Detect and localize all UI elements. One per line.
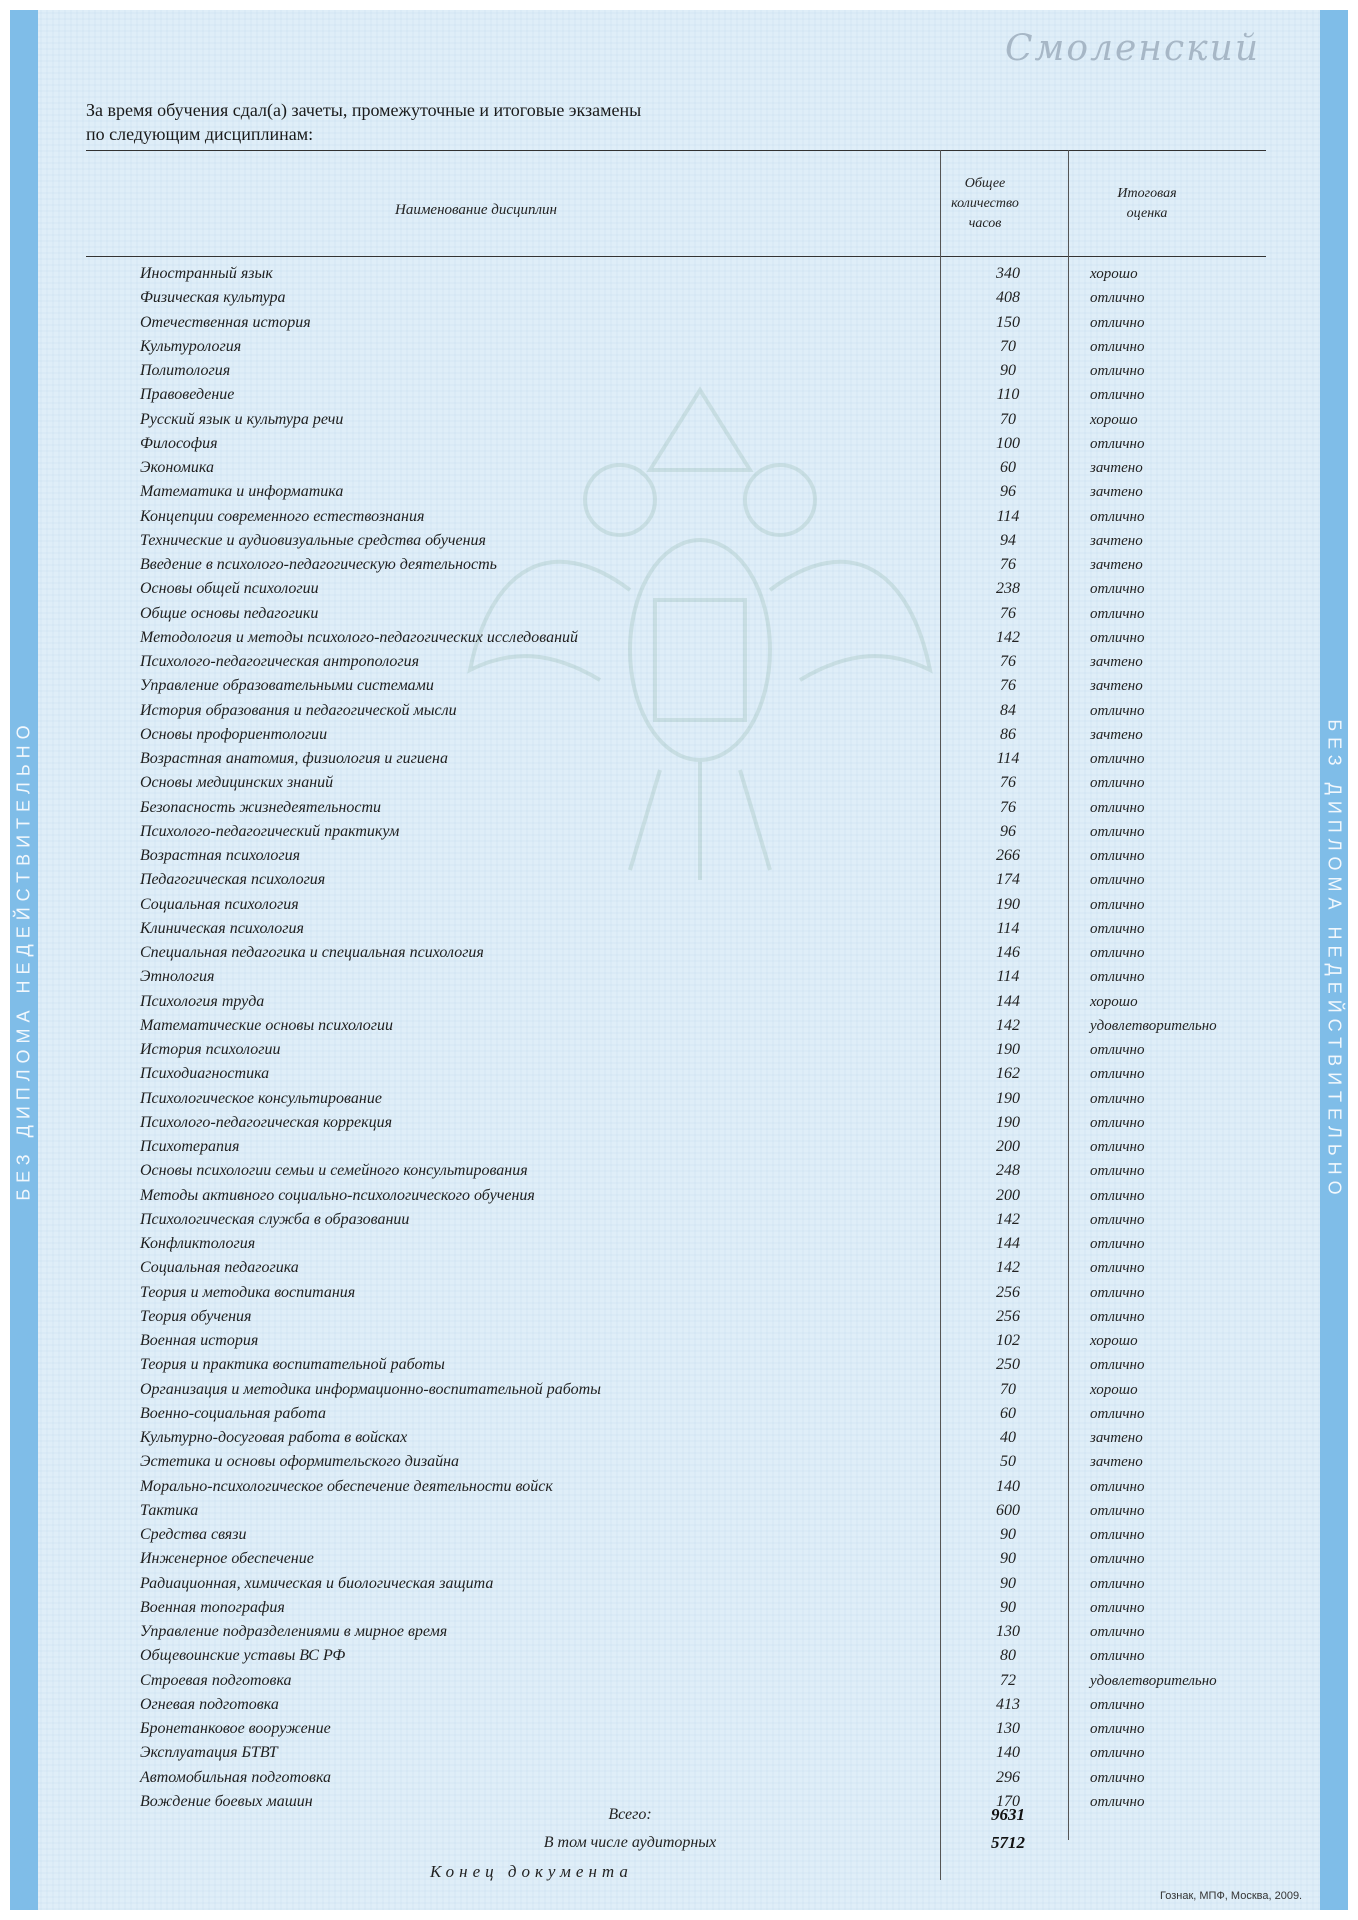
discipline-grade: отлично [1090, 1357, 1145, 1374]
auditory-label: В том числе аудиторных [543, 1834, 717, 1851]
discipline-hours: 413 [996, 1695, 1020, 1713]
discipline-name: Управление подразделениями в мирное время [140, 1623, 448, 1640]
table-row [10, 262, 1348, 286]
discipline-name: Возрастная анатомия, физиология и гигиена [140, 750, 448, 767]
discipline-hours: 200 [996, 1138, 1020, 1155]
discipline-name: Психолого-педагогическая коррекция [140, 1113, 393, 1131]
discipline-name: Бронетанковое вооружение [140, 1720, 331, 1737]
table-row [10, 1620, 1348, 1644]
discipline-name: Психолого-педагогический практикум [140, 822, 400, 840]
discipline-name: Психотерапия [140, 1138, 240, 1155]
discipline-hours: 96 [1000, 483, 1016, 501]
table-row [10, 1402, 1348, 1426]
discipline-grade: зачтено [1090, 557, 1143, 573]
discipline-grade: отлично [1090, 1066, 1145, 1083]
table-row [10, 1014, 1348, 1038]
discipline-grade: отлично [1090, 1793, 1145, 1810]
discipline-hours: 142 [996, 1259, 1020, 1277]
discipline-name: Философия [140, 434, 218, 452]
discipline-hours: 70 [1000, 1380, 1016, 1398]
discipline-grade: отлично [1090, 702, 1145, 719]
table-top-rule [86, 150, 1266, 151]
table-row [10, 893, 1348, 917]
discipline-hours: 96 [1000, 822, 1016, 840]
discipline-hours: 50 [1000, 1453, 1016, 1471]
discipline-hours: 60 [1000, 1404, 1016, 1422]
discipline-hours: 142 [996, 1210, 1020, 1228]
discipline-grade: зачтено [1090, 484, 1143, 501]
discipline-name: Строевая подготовка [140, 1671, 292, 1689]
discipline-hours: 72 [1000, 1671, 1016, 1689]
discipline-grade: отлично [1090, 1648, 1145, 1665]
discipline-name: Управление образовательными системами [140, 677, 434, 695]
column-header-grade [1072, 184, 1222, 224]
discipline-hours: 256 [996, 1307, 1020, 1325]
table-row [10, 311, 1348, 335]
table-row [10, 1062, 1348, 1086]
discipline-name: Педагогическая психология [140, 871, 326, 889]
discipline-name: Конфликтология [140, 1235, 256, 1252]
table-row [10, 286, 1348, 310]
table-row [10, 359, 1348, 383]
discipline-grade: зачтено [1090, 1430, 1143, 1446]
discipline-grade: отлично [1090, 920, 1145, 937]
discipline-name: Эксплуатация БТВТ [140, 1744, 278, 1762]
discipline-hours: 90 [1000, 1574, 1016, 1592]
table-header-rule [86, 256, 1266, 257]
table-row [10, 771, 1348, 795]
discipline-name: Радиационная, химическая и биологическая защита [140, 1574, 494, 1592]
discipline-hours: 76 [1000, 798, 1016, 816]
table-row [10, 1741, 1348, 1765]
table-row [10, 1087, 1348, 1111]
discipline-name: Инженерное обеспечение [140, 1550, 314, 1568]
table-row [10, 1644, 1348, 1668]
discipline-name: Правоведение [140, 386, 235, 404]
discipline-hours: 200 [996, 1186, 1020, 1204]
discipline-hours: 170 [996, 1792, 1020, 1810]
discipline-grade: зачтено [1090, 532, 1143, 549]
table-row [10, 650, 1348, 674]
table-row [10, 1693, 1348, 1717]
discipline-grade: отлично [1090, 581, 1145, 598]
discipline-name: Клиническая психология [140, 919, 304, 937]
discipline-name: Этнология [140, 968, 215, 986]
discipline-hours: 90 [1000, 1550, 1016, 1568]
discipline-name: Физическая культура [140, 289, 286, 307]
discipline-hours: 256 [996, 1283, 1020, 1301]
discipline-name: Безопасность жизнедеятельности [140, 798, 382, 816]
discipline-hours: 80 [1000, 1647, 1016, 1665]
table-row [10, 1450, 1348, 1474]
discipline-name: Морально-психологическое обеспечение деятельности войск [140, 1477, 553, 1495]
table-row [10, 917, 1348, 941]
hours-header-line-1: Общее [964, 176, 1006, 191]
discipline-hours: 190 [996, 1089, 1020, 1107]
discipline-name: Огневая подготовка [140, 1695, 279, 1713]
table-row [10, 747, 1348, 771]
discipline-hours: 146 [996, 944, 1020, 961]
discipline-grade: отлично [1090, 775, 1145, 792]
table-row [10, 432, 1348, 456]
discipline-hours: 90 [1000, 1598, 1016, 1616]
table-row [10, 990, 1348, 1014]
discipline-hours: 142 [996, 1016, 1020, 1034]
discipline-grade: отлично [1090, 363, 1145, 379]
discipline-name: Политология [140, 362, 231, 379]
discipline-name: Социальная психология [140, 895, 299, 913]
discipline-grade: отлично [1090, 848, 1145, 864]
page-heading [86, 98, 641, 146]
discipline-grade: отлично [1090, 1502, 1145, 1519]
discipline-name: Методы активного социально-психологического обучения [140, 1186, 535, 1204]
discipline-grade: отлично [1090, 896, 1145, 913]
table-row [10, 699, 1348, 723]
discipline-grade: отлично [1090, 314, 1145, 331]
discipline-grade: отлично [1090, 605, 1145, 622]
grade-header-line-2: оценка [1126, 206, 1168, 221]
discipline-grade: отлично [1090, 1696, 1145, 1713]
total-label: Всего: [608, 1806, 652, 1823]
discipline-grade: отлично [1090, 1114, 1145, 1131]
discipline-hours: 238 [996, 580, 1020, 598]
hours-header-line-2: количество [951, 196, 1019, 211]
discipline-grade: отлично [1090, 508, 1145, 525]
discipline-name: Русский язык и культура речи [140, 410, 344, 428]
discipline-hours: 76 [1000, 677, 1016, 695]
table-row [10, 335, 1348, 359]
discipline-grade: хорошо [1090, 1333, 1138, 1349]
table-row [10, 1232, 1348, 1256]
discipline-hours: 190 [996, 895, 1020, 913]
discipline-hours: 142 [996, 628, 1020, 646]
discipline-name: Математические основы психологии [140, 1016, 393, 1034]
discipline-grade: зачтено [1090, 678, 1143, 695]
discipline-name: Основы психологии семьи и семейного консультирования [140, 1162, 528, 1180]
discipline-grade: зачтено [1090, 726, 1143, 743]
discipline-grade: зачтено [1090, 1454, 1143, 1471]
discipline-name: Общевоинские уставы ВС РФ [140, 1647, 346, 1665]
table-row [10, 383, 1348, 407]
table-row [10, 1305, 1348, 1329]
discipline-name: История образования и педагогической мысли [140, 701, 457, 719]
discipline-hours: 70 [1000, 410, 1016, 428]
table-row [10, 1208, 1348, 1232]
discipline-grade: отлично [1090, 751, 1145, 767]
table-row [10, 941, 1348, 965]
table-row [10, 1184, 1348, 1208]
discipline-name: Психология труда [140, 992, 265, 1010]
discipline-hours: 190 [996, 1113, 1020, 1131]
discipline-name: Введение в психолого-педагогическую деятельность [140, 556, 497, 573]
discipline-name: Теория обучения [140, 1307, 252, 1325]
side-stamp-left: БЕЗ ДИПЛОМА НЕДЕЙСТВИТЕЛЬНО [13, 719, 34, 1201]
discipline-name: Теория и методика воспитания [140, 1283, 356, 1301]
discipline-name: Методология и методы психолого-педагогических исследований [140, 628, 579, 646]
discipline-name: Специальная педагогика и специальная психология [140, 944, 484, 961]
discipline-grade: отлично [1090, 1599, 1145, 1616]
discipline-hours: 76 [1000, 653, 1016, 670]
discipline-grade: отлично [1090, 338, 1145, 355]
table-row [10, 529, 1348, 553]
discipline-hours: 140 [996, 1477, 1020, 1495]
discipline-hours: 86 [1000, 725, 1016, 743]
discipline-name: История психологии [140, 1041, 281, 1058]
discipline-hours: 296 [996, 1768, 1020, 1786]
total-hours-value: 9631 [991, 1805, 1025, 1824]
discipline-hours: 144 [996, 992, 1020, 1010]
discipline-grade: отлично [1090, 872, 1145, 889]
discipline-hours: 76 [1000, 556, 1016, 573]
table-row [10, 1523, 1348, 1547]
discipline-hours: 70 [1000, 337, 1016, 355]
discipline-grade: хорошо [1090, 1381, 1138, 1398]
column-header-hours [935, 174, 1035, 234]
discipline-name: Основы медицинских знаний [140, 774, 334, 792]
discipline-name: Военная топография [140, 1598, 285, 1616]
table-row [10, 1135, 1348, 1159]
diploma-supplement-page [10, 10, 1348, 1910]
table-row [10, 408, 1348, 432]
discipline-grade: отлично [1090, 1139, 1145, 1155]
table-row [10, 820, 1348, 844]
discipline-hours: 162 [996, 1065, 1020, 1083]
discipline-hours: 150 [996, 313, 1020, 331]
discipline-hours: 76 [1000, 604, 1016, 622]
discipline-name: Военная история [140, 1332, 259, 1349]
discipline-grade: отлично [1090, 1769, 1145, 1786]
table-row [10, 1378, 1348, 1402]
discipline-grade: отлично [1090, 1260, 1145, 1277]
discipline-name: Вождение боевых машин [140, 1792, 313, 1810]
discipline-hours: 110 [996, 386, 1020, 404]
table-row [10, 1159, 1348, 1183]
discipline-grade: отлично [1090, 1551, 1145, 1568]
table-row [10, 1547, 1348, 1571]
discipline-name: Психолого-педагогическая антропология [140, 653, 420, 670]
table-row [10, 723, 1348, 747]
discipline-name: Культурология [140, 337, 242, 355]
discipline-hours: 114 [996, 507, 1020, 525]
discipline-grade: отлично [1090, 1090, 1145, 1107]
discipline-name: Возрастная психология [140, 847, 301, 864]
discipline-grade: отлично [1090, 1624, 1145, 1640]
discipline-hours: 90 [1000, 362, 1016, 379]
discipline-hours: 102 [996, 1332, 1020, 1349]
hours-header-line-3: часов [968, 216, 1002, 231]
discipline-grade: отлично [1090, 1187, 1145, 1204]
discipline-name: Общие основы педагогики [140, 604, 319, 622]
discipline-grade: хорошо [1090, 411, 1138, 428]
printer-footer: Гознак, МПФ, Москва, 2009. [1160, 1890, 1303, 1902]
discipline-name: Иностранный язык [140, 265, 273, 282]
side-stamp-right: БЕЗ ДИПЛОМА НЕДЕЙСТВИТЕЛЬНО [1324, 719, 1345, 1201]
discipline-name: Военно-социальная работа [140, 1404, 326, 1422]
discipline-hours: 248 [996, 1162, 1020, 1180]
discipline-hours: 174 [996, 871, 1020, 889]
discipline-grade: удовлетворительно [1090, 1672, 1217, 1689]
discipline-grade: отлично [1090, 1042, 1145, 1058]
discipline-grade: зачтено [1090, 654, 1143, 670]
discipline-grade: отлично [1090, 629, 1145, 646]
discipline-name: Тактика [140, 1501, 199, 1519]
discipline-name: Психологическая служба в образовании [140, 1210, 410, 1228]
table-row [10, 480, 1348, 504]
discipline-hours: 76 [1000, 774, 1016, 792]
column-header-name: Наименование дисциплин [395, 202, 557, 218]
table-row [10, 1426, 1348, 1450]
discipline-hours: 144 [996, 1235, 1020, 1252]
heading-line-1: За время обучения сдал(а) зачеты, промежуточные и итоговые экзамены [86, 100, 642, 120]
discipline-hours: 266 [996, 847, 1020, 864]
discipline-grade: зачтено [1090, 460, 1143, 476]
table-row [10, 1596, 1348, 1620]
end-of-document: Конец документа [430, 1862, 633, 1881]
discipline-name: Средства связи [140, 1526, 247, 1543]
discipline-hours: 190 [996, 1041, 1020, 1058]
table-row [10, 1256, 1348, 1280]
discipline-hours: 114 [996, 750, 1020, 767]
discipline-hours: 94 [1000, 531, 1016, 549]
table-row [10, 626, 1348, 650]
discipline-grade: отлично [1090, 1405, 1145, 1422]
discipline-grade: отлично [1090, 1527, 1145, 1543]
heading-line-2: по следующим дисциплинам: [86, 124, 314, 144]
discipline-grade: отлично [1090, 1211, 1145, 1228]
grade-header-line-1: Итоговая [1117, 186, 1177, 201]
discipline-name: Основы профориентологии [140, 725, 328, 743]
table-row [10, 674, 1348, 698]
discipline-name: Теория и практика воспитательной работы [140, 1356, 445, 1374]
discipline-hours: 140 [996, 1744, 1020, 1762]
table-row [10, 1111, 1348, 1135]
discipline-grade: отлично [1090, 387, 1145, 404]
table-row [10, 553, 1348, 577]
discipline-grade: отлично [1090, 1745, 1145, 1762]
discipline-name: Автомобильная подготовка [140, 1768, 332, 1786]
discipline-name: Технические и аудиовизуальные средства обучения [140, 531, 486, 549]
discipline-grade: отлично [1090, 823, 1145, 840]
discipline-hours: 40 [1000, 1429, 1016, 1446]
table-row [10, 1717, 1348, 1741]
discipline-hours: 60 [1000, 459, 1016, 476]
discipline-grade: отлично [1090, 1721, 1145, 1737]
table-row [10, 1329, 1348, 1353]
table-row [10, 1281, 1348, 1305]
discipline-grade: отлично [1090, 945, 1145, 961]
discipline-name: Культурно-досуговая работа в войсках [140, 1429, 408, 1446]
discipline-grade: отлично [1090, 1478, 1145, 1495]
table-row [10, 965, 1348, 989]
discipline-name: Математика и информатика [140, 483, 344, 501]
discipline-hours: 130 [996, 1720, 1020, 1737]
table-row [10, 577, 1348, 601]
discipline-hours: 250 [996, 1356, 1020, 1374]
table-row [10, 602, 1348, 626]
discipline-hours: 340 [996, 265, 1020, 282]
discipline-grade: хорошо [1090, 993, 1138, 1010]
discipline-grade: удовлетворительно [1090, 1017, 1217, 1034]
table-row [10, 456, 1348, 480]
discipline-name: Психодиагностика [140, 1065, 270, 1083]
table-row [10, 868, 1348, 892]
discipline-name: Эстетика и основы оформительского дизайна [140, 1453, 460, 1471]
discipline-hours: 130 [996, 1623, 1020, 1640]
table-row [10, 1353, 1348, 1377]
discipline-hours: 114 [996, 968, 1020, 986]
discipline-grade: отлично [1090, 290, 1145, 307]
table-row [10, 1572, 1348, 1596]
table-row [10, 1475, 1348, 1499]
discipline-grade: отлично [1090, 1236, 1145, 1252]
discipline-grade: отлично [1090, 969, 1145, 986]
table-row [10, 1499, 1348, 1523]
discipline-grade: отлично [1090, 435, 1145, 452]
discipline-name: Организация и методика информационно-воспитательной работы [140, 1380, 602, 1398]
discipline-hours: 114 [996, 919, 1020, 937]
discipline-name: Социальная педагогика [140, 1259, 299, 1277]
discipline-hours: 600 [996, 1501, 1020, 1519]
discipline-grade: хорошо [1090, 266, 1138, 282]
table-row [10, 1669, 1348, 1693]
discipline-grade: отлично [1090, 1163, 1145, 1180]
discipline-hours: 100 [996, 434, 1020, 452]
discipline-name: Психологическое консультирование [140, 1089, 382, 1107]
discipline-grade: отлично [1090, 1284, 1145, 1301]
auditory-hours-value: 5712 [991, 1833, 1025, 1852]
discipline-hours: 90 [1000, 1526, 1016, 1543]
discipline-grade: отлично [1090, 1575, 1145, 1592]
discipline-hours: 84 [1000, 701, 1016, 719]
discipline-grade: отлично [1090, 799, 1145, 816]
discipline-name: Экономика [140, 459, 214, 476]
discipline-name: Отечественная история [140, 313, 311, 331]
discipline-grade: отлично [1090, 1308, 1145, 1325]
discipline-hours: 408 [996, 289, 1020, 307]
table-row [10, 1766, 1348, 1790]
table-row [10, 505, 1348, 529]
table-row [10, 796, 1348, 820]
table-row [10, 844, 1348, 868]
discipline-name: Основы общей психологии [140, 580, 319, 598]
table-row [10, 1038, 1348, 1062]
discipline-name: Концепции современного естествознания [140, 507, 425, 525]
handwritten-note: Смоленский [1005, 28, 1261, 69]
